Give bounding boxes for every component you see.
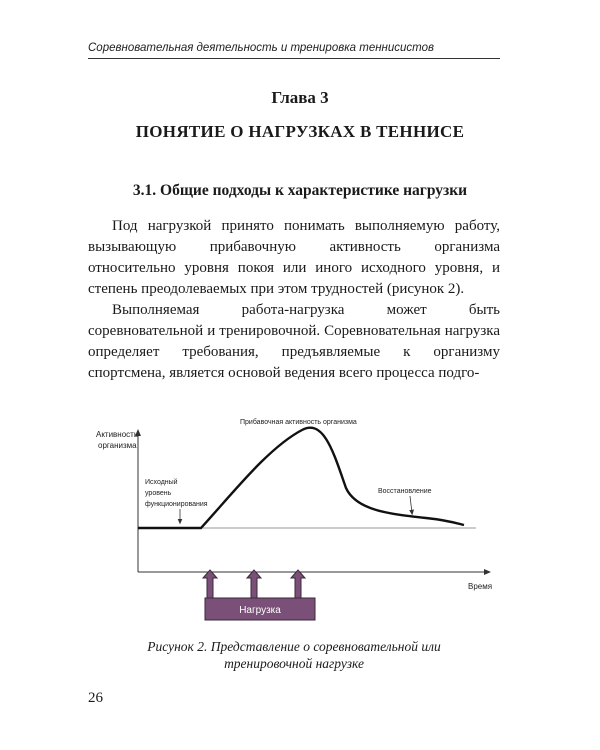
baseline-label: функционирования: [145, 501, 208, 508]
y-axis-label: Активность: [96, 430, 139, 439]
body-text: [88, 216, 500, 384]
figure-caption: [88, 638, 500, 672]
baseline-label: уровень: [145, 490, 172, 497]
paragraph: Выполняемая работа-нагрузка может быть соревновательной и тренировочной. Соревновательная нагрузка определяет требования, предъявляемые к организму спортсмена, является основой ведения всего процесса подго-: [88, 302, 500, 381]
paragraph: Под нагрузкой принято понимать выполняемую работу, вызывающую прибавочную активность организма относительно уровня покоя или иного исходного уровня, и степень преодолеваемых при этом трудностей (рисунок 2).: [88, 218, 500, 297]
recovery-pointer: [410, 496, 412, 513]
chapter-label: Глава 3: [271, 88, 329, 107]
section-title: 3.1. Общие подходы к характеристике нагрузки: [132, 182, 468, 199]
baseline-label: Исходный: [145, 479, 178, 486]
load-arrow-3: [291, 570, 305, 598]
header-rule: [88, 58, 500, 59]
running-head: Соревновательная деятельность и тренировка теннисистов: [88, 42, 435, 54]
load-arrow-1: [203, 570, 217, 598]
page-number: 26: [88, 690, 103, 706]
peak-label: Прибавочная активность организма: [240, 419, 357, 426]
caption-line: тренировочной нагрузке: [224, 656, 364, 671]
load-block: [203, 570, 315, 620]
recovery-label: Восстановление: [378, 488, 432, 495]
load-diagram: [88, 408, 508, 633]
chapter-title: ПОНЯТИЕ О НАГРУЗКАХ В ТЕННИСЕ: [135, 122, 465, 141]
caption-line: Рисунок 2. Представление о соревновательной или: [147, 639, 441, 654]
y-axis-label: организма: [98, 441, 137, 450]
load-arrow-2: [247, 570, 261, 598]
activity-curve: [138, 428, 464, 528]
x-axis-label: Время: [468, 582, 493, 591]
load-label: Нагрузка: [239, 605, 281, 616]
